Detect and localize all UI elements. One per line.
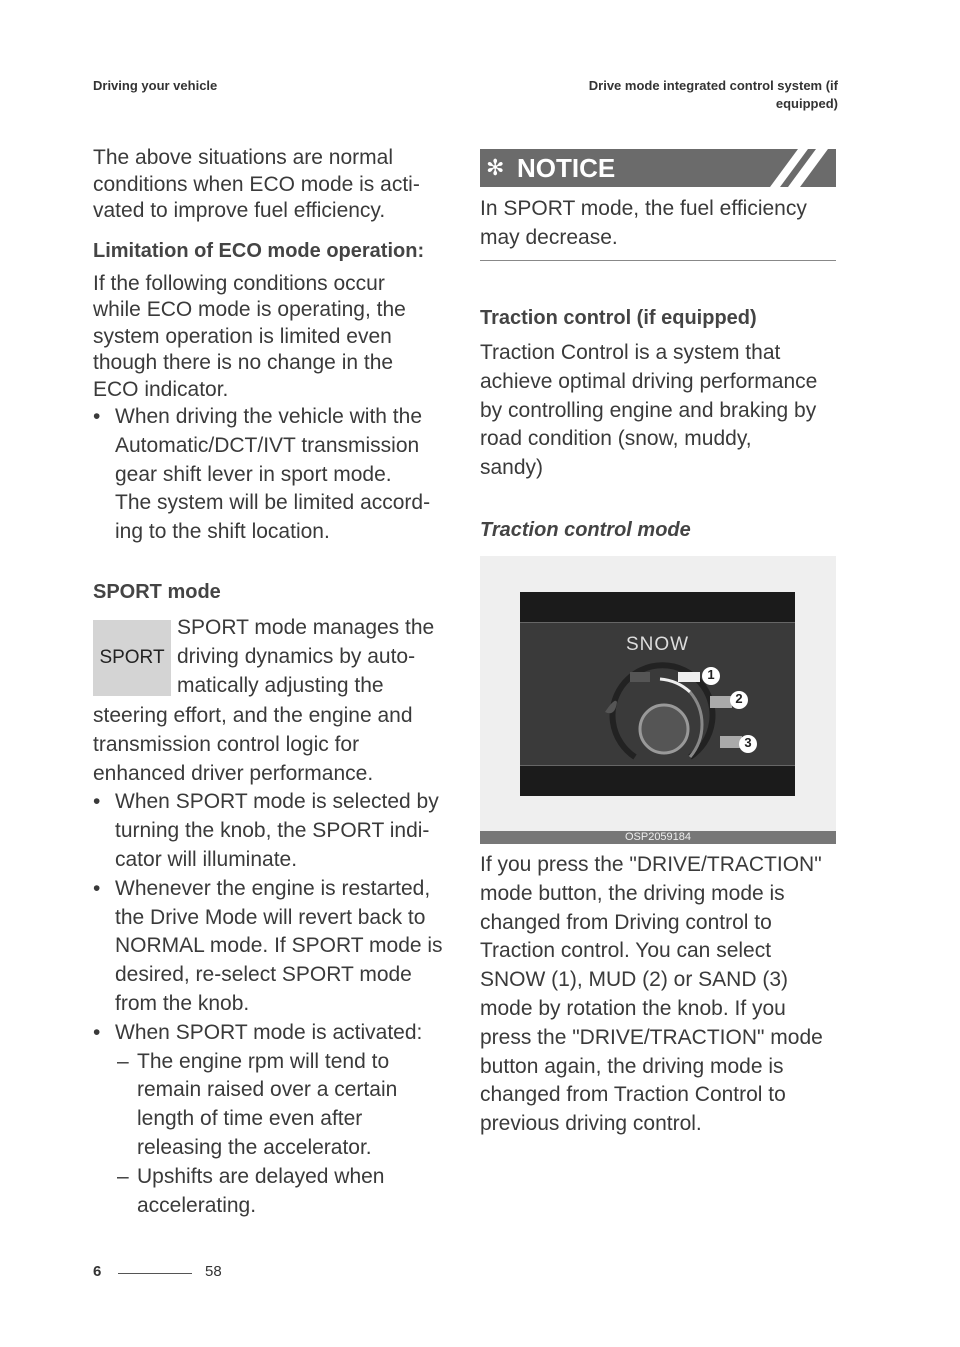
running-header-left: Driving your vehicle — [93, 78, 218, 93]
notice-title: NOTICE — [517, 153, 616, 183]
sport-sub-item: – The engine rpm will tend to remain raised over a certain length of time even after releasing the accelerator. — [117, 1049, 398, 1159]
traction-heading: Traction control (if equipped) — [480, 307, 757, 329]
mode-label: SNOW — [625, 634, 690, 655]
left-column — [93, 145, 453, 1220]
limit-bullet: • When driving the vehicle with the Automatic/DCT/IVT transmission gear shift lever in sport mode. The system will be limited accord- ing to the shift location. — [93, 405, 431, 544]
divider — [480, 260, 836, 261]
running-header-right: Drive mode integrated control system (if equipped) — [588, 78, 838, 111]
sport-badge-icon: SPORT — [93, 620, 171, 696]
notice-banner — [480, 149, 836, 187]
limit-heading: Limitation of ECO mode operation: — [93, 239, 425, 262]
stripes-icon — [770, 149, 836, 187]
sport-sub-item: – Upshifts are delayed when accelerating. — [117, 1164, 385, 1217]
marker-2: 2 — [735, 691, 743, 706]
drive-knob-icon — [520, 592, 795, 796]
sport-bullet: • When SPORT mode is selected by turning the knob, the SPORT indi- cator will illuminate. — [93, 790, 439, 871]
sport-paragraph: steering effort, and the engine and transmission control logic for enhanced driver performance. — [93, 703, 413, 785]
marker-1: 1 — [707, 667, 715, 682]
marker-3: 3 — [744, 735, 752, 750]
traction-paragraph: Traction Control is a system that achieve optimal driving performance by controlling engine and braking by road condition (snow, muddy, sandy) — [480, 341, 818, 480]
asterisk-icon: ✻ — [486, 155, 505, 180]
intro-paragraph: The above situations are normal conditions when ECO mode is acti- vated to improve fuel efficiency. — [93, 146, 420, 222]
page-number: 58 — [205, 1263, 222, 1280]
traction-body: If you press the "DRIVE/TRACTION" mode button, the driving mode is changed from Driving control to Traction control. You can select SNOW (1), MUD (2) or SAND (3) mode by rotation the knob. If you press the "DRIVE/TRACTION" mode button again, the driving mode is changed from Traction Control to previous driving control. — [480, 853, 823, 1136]
figure-code: OSP2059184 — [480, 831, 836, 844]
footer-rule — [118, 1273, 192, 1274]
sport-bullet: • Whenever the engine is restarted, the Drive Mode will revert back to NORMAL mode. If SPORT mode is desired, re-select SPORT mode from the knob. — [93, 876, 443, 1015]
chapter-number: 6 — [93, 1263, 102, 1280]
sport-bullet: • When SPORT mode is activated: — [93, 1020, 423, 1044]
traction-mode-heading: Traction control mode — [480, 519, 691, 541]
sport-heading: SPORT mode — [93, 580, 221, 603]
cluster-display — [520, 592, 795, 796]
notice-text: In SPORT mode, the fuel efficiency may decrease. — [480, 197, 807, 249]
traction-figure — [480, 556, 836, 844]
limit-paragraph: If the following conditions occur while ECO mode is operating, the system operation is limited even though there is no change in the ECO indicator. — [93, 271, 406, 401]
sport-text-beside: SPORT mode manages the driving dynamics by auto- matically adjusting the — [177, 615, 435, 697]
